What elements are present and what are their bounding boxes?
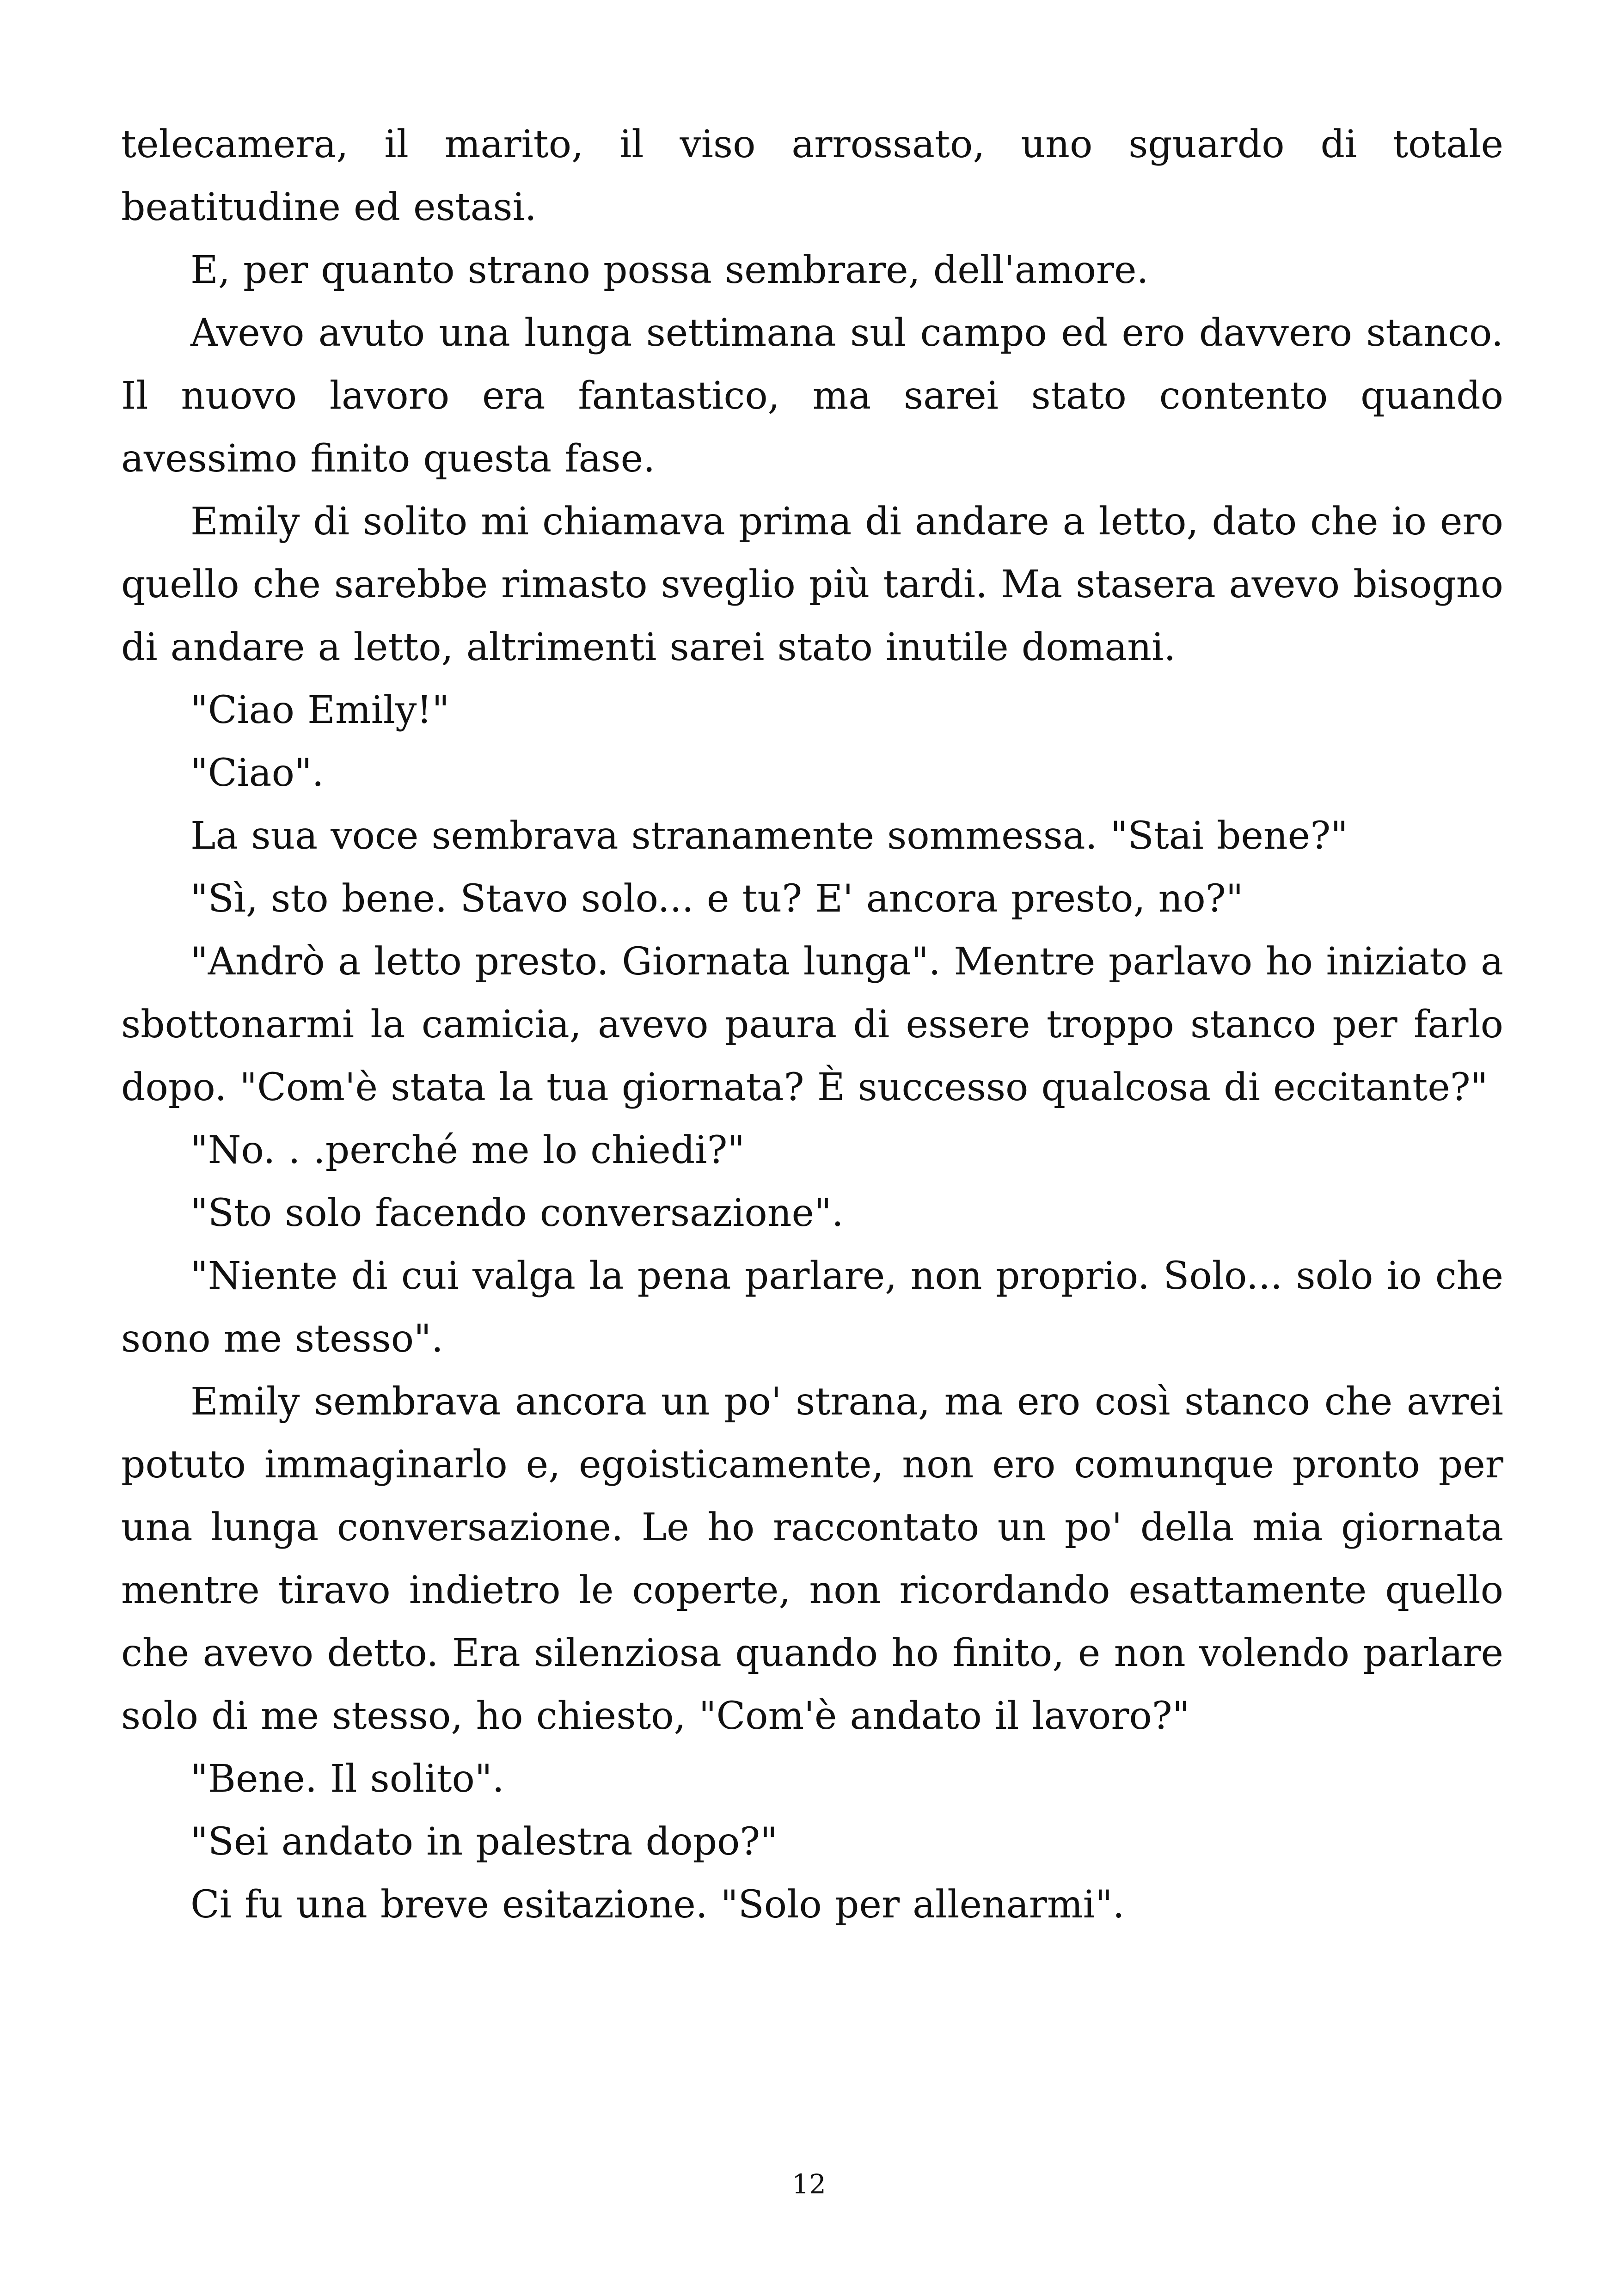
dialogue-line: "No. . .perché me lo chiedi?" [190, 1128, 745, 1172]
paragraph: Ci fu una breve esitazione. "Solo per allenarmi". [190, 1883, 1125, 1927]
dialogue-line: "Sì, sto bene. Stavo solo... e tu? E' ancora presto, no?" [190, 877, 1244, 921]
paragraph: "Andrò a letto presto. Giornata lunga". Mentre parlavo ho iniziato a sbottonarmi la camicia, avevo paura di essere troppo stanco per farlo dopo. "Com'è stata la tua giornata? È successo qualcosa di eccitante?" [121, 940, 1503, 1109]
page-number: 12 [792, 2168, 826, 2200]
dialogue-line: "Bene. Il solito". [190, 1757, 504, 1801]
paragraph-continuation: telecamera, il marito, il viso arrossato, uno sguardo di totale beatitudine ed estasi. [121, 122, 1503, 229]
dialogue-line: "Sei andato in palestra dopo?" [190, 1820, 778, 1864]
paragraph: Avevo avuto una lunga settimana sul campo ed ero davvero stanco. Il nuovo lavoro era fantastico, ma sarei stato contento quando avessimo finito questa fase. [121, 311, 1503, 481]
paragraph: La sua voce sembrava stranamente sommessa. "Stai bene?" [190, 814, 1348, 858]
paragraph: E, per quanto strano possa sembrare, dell'amore. [190, 248, 1149, 292]
paragraph: Emily sembrava ancora un po' strana, ma ero così stanco che avrei potuto immaginarlo e, egoisticamente, non ero comunque pronto per una lunga conversazione. Le ho raccontato un po' della mia giornata mentre tiravo indietro le coperte, non ricordando esattamente quello che avevo detto. Era silenziosa quando ho finito, e non volendo parlare solo di me stesso, ho chiesto, "Com'è andato il lavoro?" [121, 1380, 1503, 1738]
dialogue-line: "Ciao". [190, 751, 324, 795]
paragraph: Emily di solito mi chiamava prima di andare a letto, dato che io ero quello che sarebbe rimasto sveglio più tardi. Ma stasera avevo bisogno di andare a letto, altrimenti sarei stato inutile domani. [121, 500, 1503, 669]
dialogue-line: "Sto solo facendo conversazione". [190, 1191, 844, 1235]
dialogue-line: "Ciao Emily!" [190, 688, 450, 732]
body-text [121, 113, 1503, 1936]
paragraph: "Niente di cui valga la pena parlare, non proprio. Solo... solo io che sono me stesso". [121, 1254, 1503, 1361]
